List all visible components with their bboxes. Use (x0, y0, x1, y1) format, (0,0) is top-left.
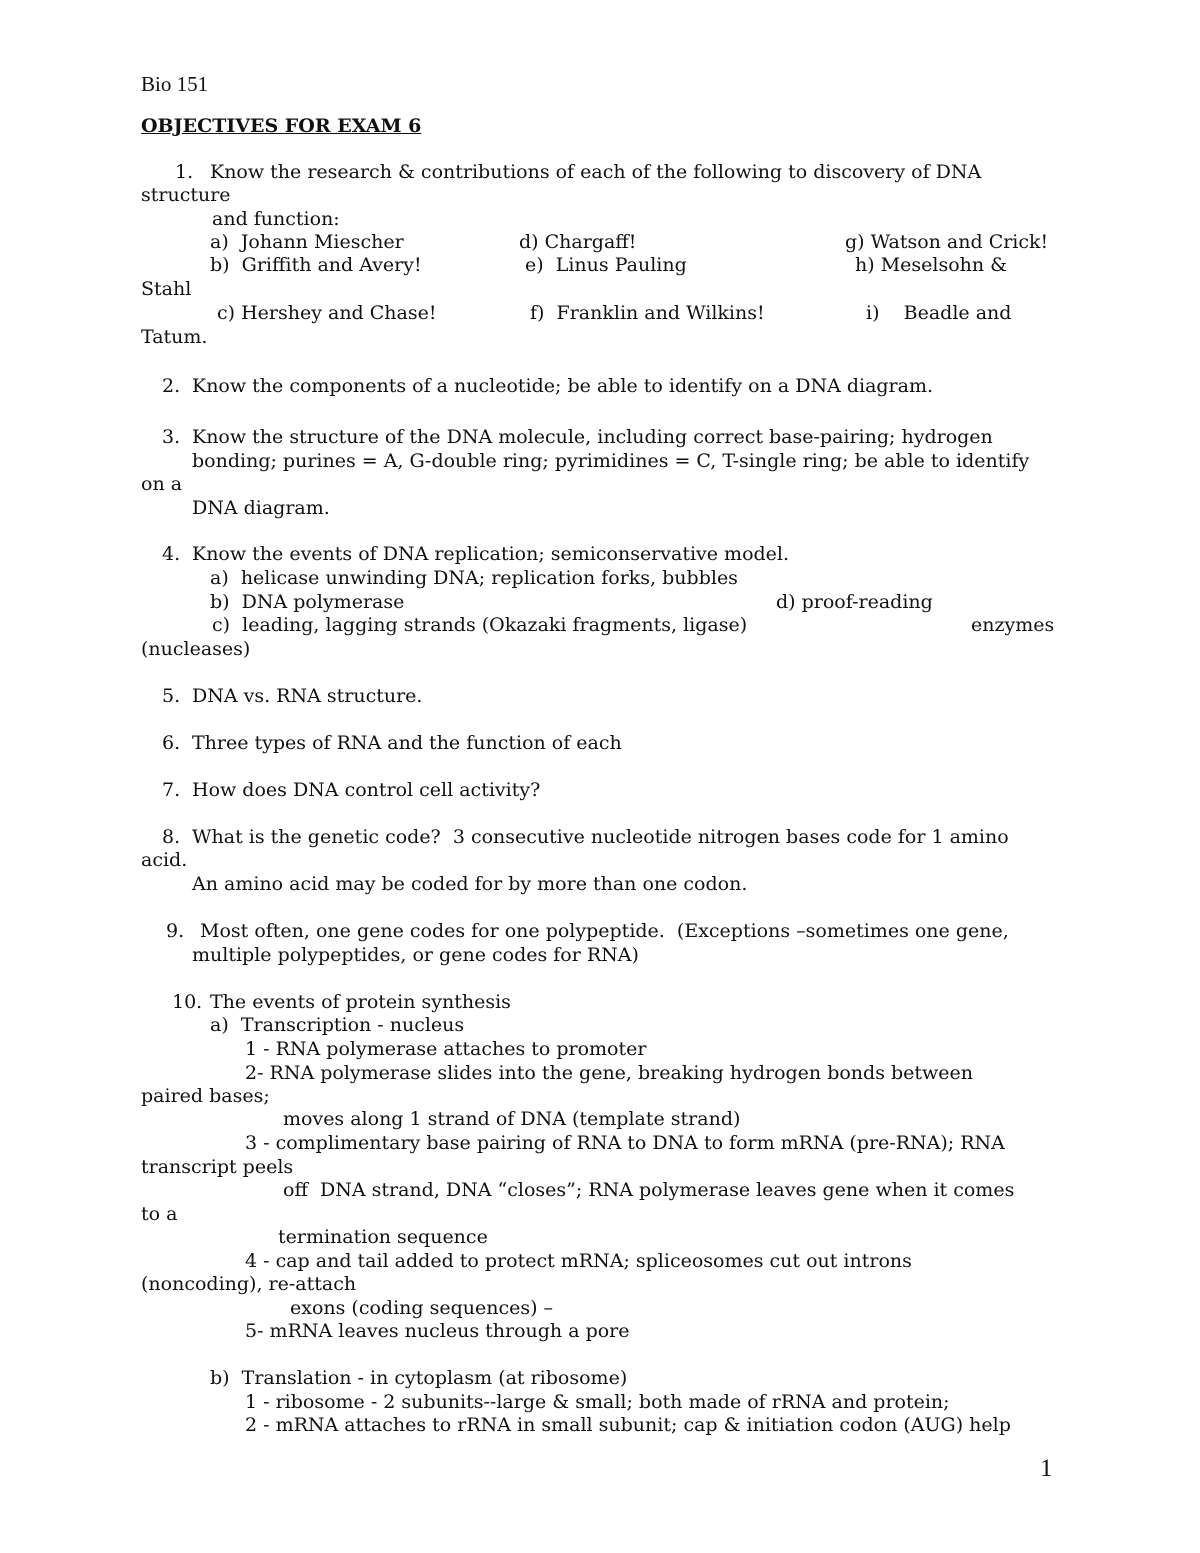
text-line: An amino acid may be coded for by more than one codon. (192, 873, 748, 895)
text-line: DNA diagram. (192, 497, 330, 519)
text-line: paired bases; (141, 1085, 270, 1107)
text-line: 1 - RNA polymerase attaches to promoter (245, 1038, 647, 1060)
text-line: Know the research & contributions of each of the following to discovery of DNA (210, 161, 982, 183)
text-line: enzymes (971, 614, 1055, 636)
text-line: Tatum. (141, 326, 208, 348)
text-line: (noncoding), re-attach (141, 1273, 357, 1295)
text-line: on a (141, 473, 183, 495)
text-line: structure (141, 184, 231, 206)
text-line: multiple polypeptides, or gene codes for RNA) (192, 944, 639, 966)
item-number: 6. (162, 732, 181, 754)
text-line: Know the events of DNA replication; semiconservative model. (192, 543, 790, 565)
item-number: 5. (162, 685, 181, 707)
text-line: 4 - cap and tail added to protect mRNA; spliceosomes cut out introns (245, 1250, 912, 1272)
text-line: 2- RNA polymerase slides into the gene, breaking hydrogen bonds between (245, 1062, 974, 1084)
item-number: 3. (162, 426, 181, 448)
text-line: b) Translation - in cytoplasm (at ribosome) (210, 1367, 628, 1389)
item-number: 10. (172, 991, 203, 1013)
text-line: termination sequence (278, 1226, 488, 1248)
text-line: Most often, one gene codes for one polypeptide. (Exceptions –sometimes one gene, (200, 920, 1009, 942)
text-line: d) Chargaff! (519, 231, 637, 253)
item-number: 9. (166, 920, 185, 942)
text-line: acid. (141, 849, 188, 871)
text-line: 5- mRNA leaves nucleus through a pore (245, 1320, 630, 1342)
text-line: b) DNA polymerase (210, 591, 405, 613)
text-line: b) Griffith and Avery! (210, 254, 422, 276)
text-line: exons (coding sequences) – (290, 1297, 554, 1319)
text-line: e) Linus Pauling (525, 254, 687, 276)
text-line: 3 - complimentary base pairing of RNA to DNA to form mRNA (pre-RNA); RNA (245, 1132, 1005, 1154)
text-line: bonding; purines = A, G-double ring; pyrimidines = C, T-single ring; be able to identify (192, 450, 1030, 472)
item-number: 8. (162, 826, 181, 848)
text-line: How does DNA control cell activity? (192, 779, 541, 801)
text-line: c) leading, lagging strands (Okazaki fragments, ligase) (212, 614, 748, 636)
text-line: Know the structure of the DNA molecule, including correct base-pairing; hydrogen (192, 426, 993, 448)
text-line: Three types of RNA and the function of each (192, 732, 622, 754)
text-line: moves along 1 strand of DNA (template strand) (283, 1108, 741, 1130)
item-number: 2. (162, 375, 181, 397)
text-line: g) Watson and Crick! (845, 231, 1049, 253)
text-line: The events of protein synthesis (210, 991, 511, 1013)
text-line: off DNA strand, DNA “closes”; RNA polymerase leaves gene when it comes (283, 1179, 1015, 1201)
text-line: a) helicase unwinding DNA; replication forks, bubbles (210, 567, 738, 589)
text-line: h) Meselsohn & (855, 254, 1008, 276)
text-line: d) proof-reading (776, 591, 933, 613)
page-number: 1 (1040, 1455, 1053, 1482)
text-line: Stahl (141, 278, 192, 300)
item-number: 4. (162, 543, 181, 565)
text-line: and function: (212, 208, 340, 230)
text-line: a) Transcription - nucleus (210, 1014, 465, 1036)
text-line: f) Franklin and Wilkins! (530, 302, 765, 324)
text-line: transcript peels (141, 1156, 294, 1178)
text-line: What is the genetic code? 3 consecutive nucleotide nitrogen bases code for 1 amino (192, 826, 1009, 848)
text-line: DNA vs. RNA structure. (192, 685, 423, 707)
item-number: 7. (162, 779, 181, 801)
text-line: to a (141, 1203, 178, 1225)
text-line: 2 - mRNA attaches to rRNA in small subunit; cap & initiation codon (AUG) help (245, 1414, 1011, 1436)
text-line: (nucleases) (141, 638, 251, 660)
text-line: Know the components of a nucleotide; be able to identify on a DNA diagram. (192, 375, 934, 397)
text-line: i) Beadle and (866, 302, 1012, 324)
text-line: 1 - ribosome - 2 subunits--large & small; both made of rRNA and protein; (245, 1391, 950, 1413)
text-line: a) Johann Miescher (210, 231, 404, 253)
course-header: Bio 151 (141, 72, 209, 96)
item-number: 1. (175, 161, 194, 183)
page-title: OBJECTIVES FOR EXAM 6 (141, 115, 422, 137)
text-line: c) Hershey and Chase! (217, 302, 437, 324)
